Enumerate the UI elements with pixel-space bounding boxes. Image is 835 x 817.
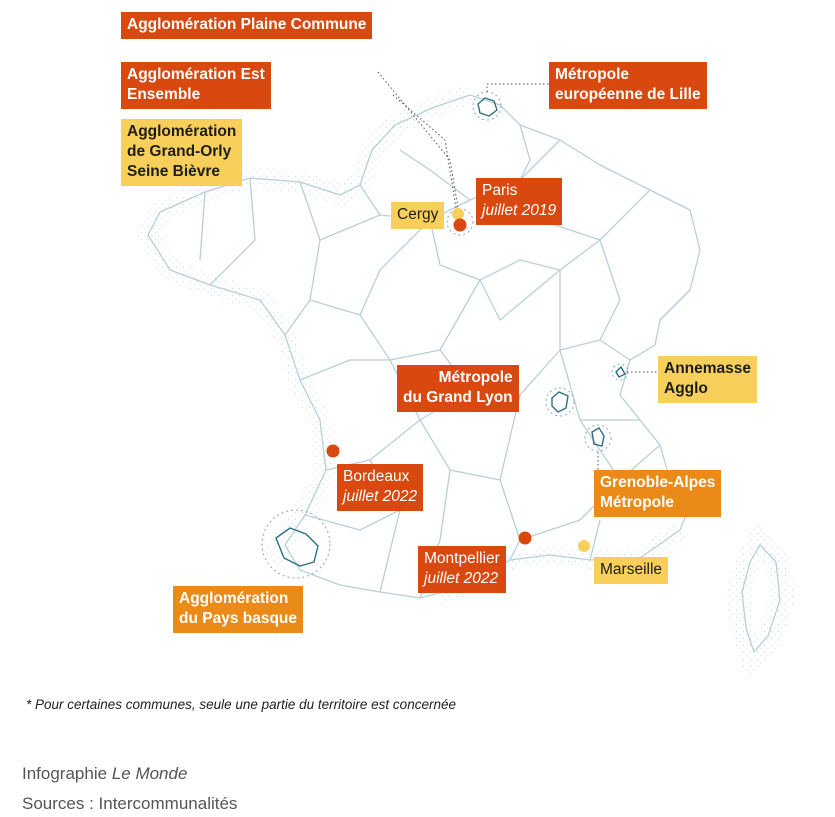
label-line: européenne de Lille [555, 86, 701, 103]
label-date: juillet 2019 [482, 202, 557, 219]
label-city: Bordeaux [343, 468, 410, 485]
label-line: Grenoble-Alpes [600, 474, 716, 491]
label-line: Métropole [600, 494, 675, 511]
label-line: Agglo [664, 380, 708, 397]
credit [22, 764, 187, 784]
label-grand-orly [121, 119, 242, 186]
label-text: Agglomération Plaine Commune [127, 16, 367, 33]
label-plaine-commune [121, 12, 372, 39]
label-paris [476, 178, 562, 225]
label-lyon [397, 365, 519, 412]
label-grenoble [594, 470, 721, 517]
label-est-ensemble [121, 62, 271, 109]
label-line: Seine Bièvre [127, 163, 221, 180]
corsica-stipple [738, 540, 782, 660]
label-line: Ensemble [127, 86, 201, 103]
label-line: Métropole [555, 66, 630, 83]
footnote: * Pour certaines communes, seule une partie du territoire est concernée [26, 697, 456, 712]
label-date: juillet 2022 [424, 570, 499, 587]
label-line: du Grand Lyon [403, 389, 513, 406]
sources: Sources : Intercommunalités [22, 794, 238, 813]
label-montpellier [418, 546, 506, 593]
label-text: Cergy [397, 206, 439, 223]
label-line: du Pays basque [179, 610, 298, 627]
label-pays-basque [173, 586, 303, 633]
credit-publication: Le Monde [111, 764, 188, 783]
label-line: de Grand-Orly [127, 143, 232, 160]
label-city: Paris [482, 182, 518, 199]
label-date: juillet 2022 [343, 488, 418, 505]
label-cergy [391, 202, 444, 229]
label-annemasse [658, 356, 757, 403]
credit-prefix: Infographie [22, 764, 108, 783]
label-city: Montpellier [424, 550, 500, 567]
label-marseille [594, 557, 668, 584]
label-bordeaux [337, 464, 423, 511]
label-line: Agglomération [179, 590, 289, 607]
label-lille [549, 62, 707, 109]
label-line: Métropole [438, 369, 513, 386]
label-line: Agglomération Est [127, 66, 265, 83]
label-line: Annemasse [664, 360, 752, 377]
label-line: Agglomération [127, 123, 237, 140]
label-text: Marseille [600, 561, 663, 578]
